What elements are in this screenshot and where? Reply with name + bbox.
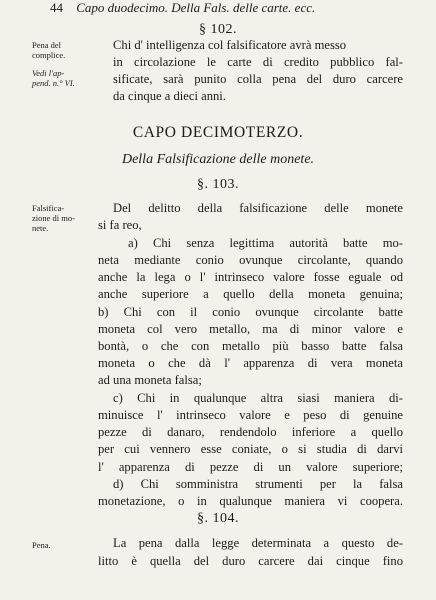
paragraph-103-line: neta mediante conio ovunque circolante, quando: [98, 253, 403, 267]
chapter-title: CAPO DECIMOTERZO.: [132, 124, 304, 141]
paragraph-102-line: sificate, sarà punito colla pena del duro carcere: [113, 72, 403, 86]
paragraph-103-line: ad una moneta falsa;: [98, 373, 202, 387]
paragraph-103-line: minuisce l' intrinseco valore e peso di genuine: [98, 408, 403, 422]
chapter-subtitle: Della Falsificazione delle monete.: [121, 152, 315, 167]
margin-note-falsificazione: [32, 203, 104, 233]
paragraph-103-line: c) Chi in qualunque altra siasi maniera di-: [113, 391, 403, 405]
margin-note-line: zione di mo-: [32, 213, 75, 223]
margin-note-vedi-appendice: [32, 68, 104, 88]
section-heading-102: § 102.: [199, 22, 237, 37]
paragraph-103-line: pezze di danaro, rendendolo inferiore a quello: [98, 425, 403, 439]
margin-note-line: complice.: [32, 50, 66, 60]
paragraph-103-line: b) Chi con il conio ovunque circolante batte: [98, 305, 403, 319]
paragraph-104-line: litto è quella del duro carcere dai cinque fino: [98, 554, 403, 568]
paragraph-102-line: in circolazione le carte di credito pubblico fal-: [113, 55, 403, 69]
margin-note-line: nete.: [32, 223, 49, 233]
margin-note-line: pend. n.° VI.: [32, 78, 75, 88]
paragraph-103-line: anche la lega o l' intrinseco valore fosse eguale od: [98, 270, 403, 284]
paragraph-103-line: Del delitto della falsificazione delle monete: [113, 201, 403, 215]
paragraph-103-line: si fa reo,: [98, 218, 142, 232]
paragraph-103-line: d) Chi somministra strumenti per la falsa: [113, 477, 403, 491]
page-number: 44: [50, 0, 63, 15]
paragraph-103-line: l' apparenza di pezze di un valore superiore;: [98, 460, 403, 474]
margin-note-line: Vedi l'ap-: [32, 68, 65, 78]
paragraph-104-line: La pena dalla legge determinata a questo de-: [113, 536, 403, 550]
paragraph-103-line: anche superiore a quello della moneta genuina;: [98, 287, 403, 301]
page-header: [50, 0, 315, 16]
section-heading-104: §. 104.: [197, 511, 239, 526]
margin-note-pena: [32, 540, 104, 550]
margin-note-line: Pena.: [32, 540, 51, 550]
paragraph-103-line: monetazione, o in qualunque maniera vi coopera.: [98, 494, 403, 508]
running-title: Capo duodecimo. Della Fals. delle carte. ecc.: [76, 0, 316, 15]
paragraph-103-line: moneta o che dà l' apparenza di vera moneta: [98, 356, 403, 370]
margin-note-line: Pena del: [32, 40, 62, 50]
paragraph-103-line: bontà, o che con metallo più basso batte falsa: [98, 339, 403, 353]
paragraph-102-line: da cinque a dieci anni.: [113, 89, 226, 103]
paragraph-103-line: a) Chi senza legittima autorità batte mo-: [128, 236, 403, 250]
margin-note-line: Falsifica-: [32, 203, 65, 213]
margin-note-pena-complice: [32, 40, 104, 60]
paragraph-103-line: moneta col vero metallo, ma di minor valore e: [98, 322, 403, 336]
section-heading-103: §. 103.: [197, 177, 239, 192]
paragraph-103-line: per cui vennero esse coniate, o si studia di darvi: [98, 442, 403, 456]
paragraph-102-line: Chi d' intelligenza col falsificatore avrà messo: [113, 38, 347, 52]
